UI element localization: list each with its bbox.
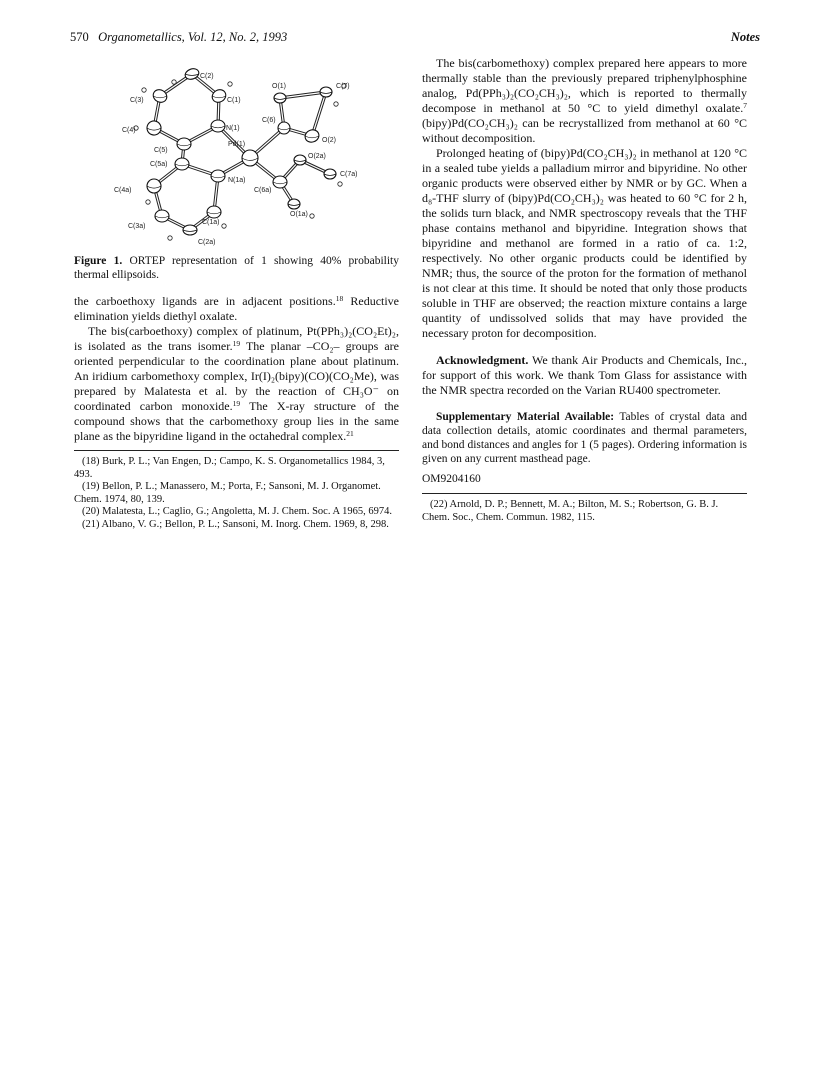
atom-ellipsoid-6 [211,120,225,132]
atom-ellipsoid-13 [211,170,225,182]
atom-ellipsoid-16 [273,176,287,188]
atom-label: O(2) [322,137,336,144]
left-references [74,456,399,531]
section-name: Notes [730,30,760,44]
footnote-rule [422,493,747,494]
caption-label: Figure 1. [74,255,123,267]
atom-label: C(4a) [114,187,132,194]
hydrogen-atom-1 [142,88,146,92]
atom-label: C(5) [154,147,168,154]
atom-ellipsoid-12 [294,155,306,165]
manuscript-id: OM9204160 [422,473,481,485]
hydrogen-atom-8 [146,200,150,204]
figure-caption [74,254,399,282]
reference-21: (21) Albano, V. G.; Bellon, P. L.; Sansoni, M. Inorg. Chem. 1969, 8, 298. [82,518,389,530]
reference-22: (22) Arnold, D. P.; Bennett, M. A.; Bilton, M. S.; Robertson, G. B. J. Chem. Soc., Chem. Commun. 1982, 115. [422,499,719,523]
right-paragraph-1: The bis(carbomethoxy) complex prepared here appears to more thermally stable than the previously prepared triphenylphosphine analog, Pd(PPh₃)₂(CO₂CH₃)₂, which is reported to thermally decompose in methanol at 50 °C to yield dimethyl oxalate.$^7$ (bipy)Pd(CO₂CH₃)₂ can be recrystallized from methanol at 60 °C without decomposition. [422,56,747,145]
atom-label: C(7a) [340,171,358,178]
hydrogen-atom-4 [334,102,338,106]
left-paragraph-2: The bis(carboethoxy) complex of platinum, Pt(PPh₃)₂(CO₂Et)₂, is isolated as the trans isomer.$^{19}$ The planar –CO₂– groups are oriented perpendicular to the coordination plane about platinum. An iridium carbomethoxy complex, Ir(I)₂(bipy)(CO)(CO₂Me), was prepared by Malatesta et al. by the reaction of CH₃O⁻ on coordinated carbon monoxide.$^{19}$ The X-ray structure of the compound shows that the carbomethoxy group lies in the same plane as the bipyridine ligand in the octahedral complex.$^{21}$ [74,324,399,443]
atom-label: O(1) [272,83,286,90]
hydrogen-atom-0 [172,80,176,84]
ortep-drawing [74,56,399,252]
hydrogen-atom-6 [222,224,226,228]
atom-ellipsoid-5 [145,119,163,137]
atom-ellipsoid-20 [183,225,197,235]
acknowledgment-label: Acknowledgment. [436,353,529,367]
atom-ellipsoid-7 [278,122,290,134]
right-paragraph-2: Prolonged heating of (bipy)Pd(CO₂CH₃)₂ in methanol at 120 °C in a sealed tube yields a palladium mirror and bipyridine. No other organic products were observed either by NMR or by GC. When a d₈-THF slurry of (bipy)Pd(CO₂CH₃)₂ was heated to 60 °C for 2 h, the solids turn black, and NMR spectroscopy reveals that the THF phase contains methanol and bipyridine. Integration shows that bipyridine and methanol are formed in a ratio of ca. 1:2, respectively. No other organic products could be identified by NMR; thus, the source of the proton for the formation of methanol is not clear at this time. It should be noted that only those products soluble in THF are observed; the reaction mixture contains a large quantity of undissolved solids that may have provided the necessary proton for decomposition. [422,146,747,340]
hydrogen-atom-10 [310,214,314,218]
atom-ellipsoid-4 [320,87,332,97]
supplementary-material [422,410,747,466]
reference-18: (18) Burk, P. L.; Van Engen, D.; Campo, K. S. Organometallics 1984, 3, 493. [74,456,385,480]
footnote-rule [74,450,399,451]
atom-ellipsoid-17 [288,199,300,209]
page-number: 570 [70,30,89,44]
caption-text: ORTEP representation of 1 showing 40% probability thermal ellipsoids. [74,255,400,281]
journal-citation: Organometallics, Vol. 12, No. 2, 1993 [98,30,288,44]
atom-ellipsoid-19 [207,206,221,218]
running-head-left [70,30,287,45]
atom-ellipsoid-11 [175,158,189,170]
atom-label: N(1) [226,125,240,132]
acknowledgment [422,353,747,398]
reference-20: (20) Malatesta, L.; Caglio, G.; Angoletta, M. J. Chem. Soc. A 1965, 6974. [82,506,393,517]
atom-ellipsoid-18 [155,210,169,222]
acknowledgment-text: We thank Air Products and Chemicals, Inc., for support of this work. We thank Tom Glass for assistance with the NMR spectra recorded on the Varian RU400 spectrometer. [422,353,747,397]
ortep-figure [74,56,399,252]
supplementary-text: Tables of crystal data and data collection details, atomic coordinates and thermal parameters, and bond distances and angles for 1 (5 pages). Ordering information is given on any current masthead page. [422,411,747,465]
atom-label: Pd(1) [228,141,246,148]
bond-highlight-11 [280,92,326,98]
atom-label: C(1) [227,97,241,104]
left-column [74,56,399,531]
atom-label: C(7) [336,83,350,90]
atom-label: C(3) [130,97,144,104]
atom-label: O(2a) [308,153,326,160]
atom-label: C(4) [122,127,136,134]
bond-highlight-10 [312,92,326,136]
atom-label: C(2a) [198,239,216,246]
hydrogen-atom-9 [338,182,342,186]
atom-ellipsoid-9 [177,138,191,150]
atom-label: C(6) [262,117,276,124]
hydrogen-atom-3 [228,82,232,86]
atom-label: C(5a) [150,161,168,168]
atom-label: O(1a) [290,211,308,218]
atom-ellipsoid-8 [303,128,320,144]
right-column [422,56,747,524]
atom-ellipsoid-15 [147,179,161,193]
right-references [422,499,747,524]
atom-label: C(6a) [254,187,272,194]
left-paragraph-1: the carboethoxy ligands are in adjacent positions.$^{18}$ Reductive elimination yields diethyl oxalate. [74,294,400,323]
atom-ellipsoid-3 [274,93,286,103]
atom-label: N(1a) [228,177,246,184]
atom-ellipsoid-14 [324,169,336,179]
supplementary-label: Supplementary Material Available: [436,411,615,423]
running-head [70,30,760,48]
atom-ellipsoid-10 [242,150,258,166]
reference-19: (19) Bellon, P. L.; Manassero, M.; Porta, F.; Sansoni, M. J. Organomet. Chem. 1974, 80, 139. [74,481,381,505]
hydrogen-atom-7 [168,236,172,240]
atom-label: C(2) [200,73,214,80]
atom-label: C(3a) [128,223,146,230]
atom-label: C(1a) [202,219,220,226]
